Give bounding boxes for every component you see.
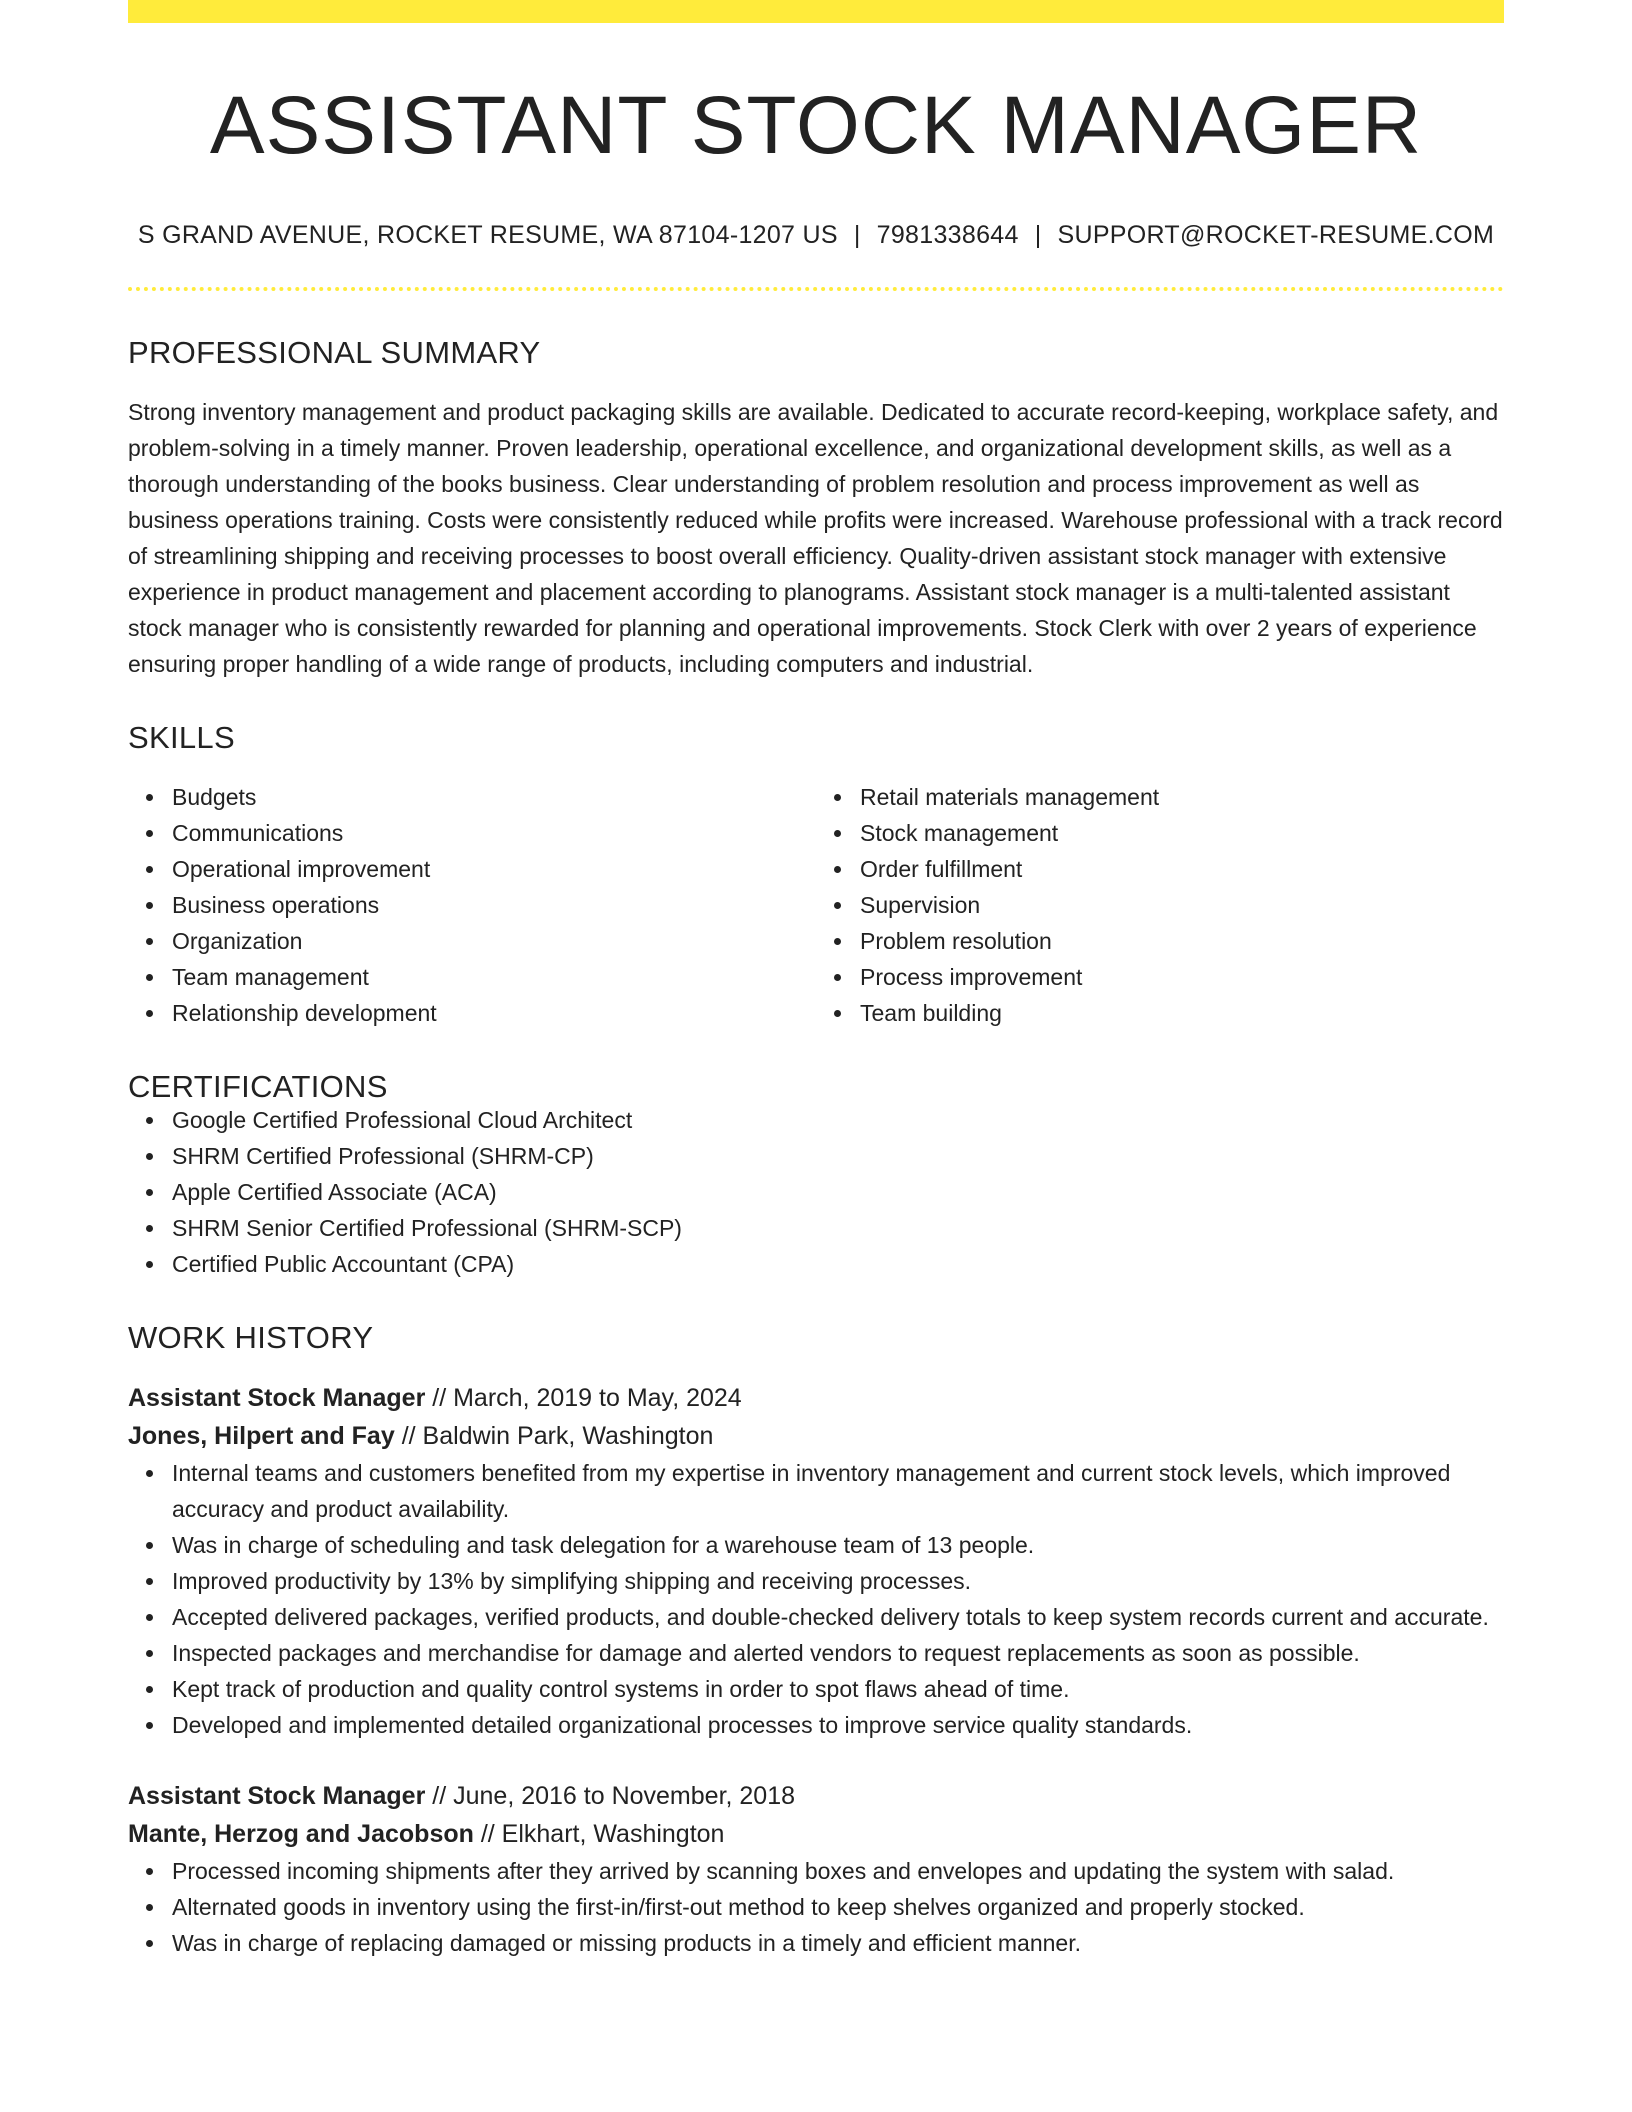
list-item: Business operations — [172, 887, 816, 923]
summary-text: Strong inventory management and product packaging skills are available. Dedicated to accurate record-keeping, workplace safety, and problem-solving in a timely manner. Proven leadership, operational excellence, and organizational development skills, as well as a thorough understanding of the books business. Clear understanding of problem resolution and process improvement as well as business operations training. Costs were consistently reduced while profits were increased. Warehouse professional with a track record of streamlining shipping and receiving processes to boost overall efficiency. Quality-driven assistant stock manager with extensive experience in product management and placement according to planograms. Assistant stock manager is a multi-talented assistant stock manager who is consistently rewarded for planning and operational improvements. Stock Clerk with over 2 years of experience ensuring proper handling of a wide range of products, including computers and industrial. — [128, 399, 1503, 677]
bullet-icon — [834, 866, 841, 873]
job-company-line — [128, 1417, 1504, 1455]
bullet-icon — [146, 1940, 153, 1947]
bullet-icon — [146, 866, 153, 873]
bullet-icon — [146, 1117, 153, 1124]
list-item: Relationship development — [172, 995, 816, 1031]
bullet-icon — [146, 1614, 153, 1621]
list-item: Stock management — [860, 815, 1504, 851]
job-role-line — [128, 1777, 1504, 1815]
job-dates: // March, 2019 to May, 2024 — [425, 1384, 742, 1412]
list-item: Organization — [172, 923, 816, 959]
bullet-icon — [834, 1010, 841, 1017]
bullet-icon — [146, 1722, 153, 1729]
bullet-icon — [146, 794, 153, 801]
bullet-icon — [146, 974, 153, 981]
certifications-heading: CERTIFICATIONS — [128, 1069, 388, 1104]
contact-separator: | — [853, 221, 861, 249]
summary-heading: PROFESSIONAL SUMMARY — [128, 335, 541, 370]
job-bullets — [128, 1455, 1504, 1743]
bullet-icon — [146, 1904, 153, 1911]
work-history-heading: WORK HISTORY — [128, 1320, 374, 1355]
list-item: Internal teams and customers benefited from my expertise in inventory management and current stock levels, which improved accuracy and product availability. — [172, 1455, 1504, 1527]
bullet-icon — [146, 902, 153, 909]
bullet-icon — [146, 1470, 153, 1477]
list-item: Alternated goods in inventory using the first-in/first-out method to keep shelves organized and properly stocked. — [172, 1889, 1504, 1925]
bullet-icon — [146, 938, 153, 945]
bullet-icon — [146, 1153, 153, 1160]
job-company-line — [128, 1815, 1504, 1853]
certifications-list — [128, 1102, 1504, 1282]
list-item: Was in charge of replacing damaged or missing products in a timely and efficient manner. — [172, 1925, 1504, 1961]
bullet-icon — [146, 1542, 153, 1549]
list-item: Improved productivity by 13% by simplifying shipping and receiving processes. — [172, 1563, 1504, 1599]
bullet-icon — [146, 1225, 153, 1232]
list-item: Communications — [172, 815, 816, 851]
resume-title: ASSISTANT STOCK MANAGER — [209, 80, 1423, 171]
list-item: Certified Public Accountant (CPA) — [172, 1246, 1504, 1282]
bullet-icon — [146, 1189, 153, 1196]
job-company: Mante, Herzog and Jacobson — [128, 1820, 474, 1848]
list-item: Team building — [860, 995, 1504, 1031]
skills-columns — [128, 779, 1504, 1031]
contact-line — [128, 223, 1504, 248]
bullet-icon — [834, 974, 841, 981]
list-item: Process improvement — [860, 959, 1504, 995]
job-entry — [128, 1379, 1504, 1743]
list-item: Supervision — [860, 887, 1504, 923]
list-item: Operational improvement — [172, 851, 816, 887]
bullet-icon — [146, 1868, 153, 1875]
bullet-icon — [146, 1650, 153, 1657]
job-role: Assistant Stock Manager — [128, 1384, 426, 1412]
skills-list-right — [816, 779, 1504, 1031]
bullet-icon — [834, 830, 841, 837]
list-item: Processed incoming shipments after they arrived by scanning boxes and envelopes and updating the system with salad. — [172, 1853, 1504, 1889]
job-location: // Elkhart, Washington — [473, 1820, 725, 1848]
list-item: Apple Certified Associate (ACA) — [172, 1174, 1504, 1210]
bullet-icon — [146, 830, 153, 837]
contact-phone: 7981338644 — [876, 221, 1019, 249]
contact-email[interactable]: SUPPORT@ROCKET-RESUME.COM — [1057, 221, 1495, 249]
bullet-icon — [146, 1578, 153, 1585]
contact-separator: | — [1034, 221, 1042, 249]
skills-heading: SKILLS — [128, 720, 235, 755]
bullet-icon — [834, 902, 841, 909]
bullet-icon — [146, 1010, 153, 1017]
list-item: Accepted delivered packages, verified products, and double-checked delivery totals to keep system records current and accurate. — [172, 1599, 1504, 1635]
job-company: Jones, Hilpert and Fay — [128, 1422, 395, 1450]
list-item: Order fulfillment — [860, 851, 1504, 887]
job-location: // Baldwin Park, Washington — [394, 1422, 714, 1450]
accent-top-bar — [128, 0, 1504, 23]
list-item: Problem resolution — [860, 923, 1504, 959]
job-dates: // June, 2016 to November, 2018 — [425, 1782, 796, 1810]
contact-address: S GRAND AVENUE, ROCKET RESUME, WA 87104-1207 US — [137, 221, 838, 249]
resume-page — [128, 0, 1504, 1961]
list-item: Was in charge of scheduling and task delegation for a warehouse team of 13 people. — [172, 1527, 1504, 1563]
job-role: Assistant Stock Manager — [128, 1782, 426, 1810]
job-bullets — [128, 1853, 1504, 1961]
job-entry — [128, 1777, 1504, 1961]
bullet-icon — [146, 1686, 153, 1693]
bullet-icon — [834, 938, 841, 945]
list-item: SHRM Senior Certified Professional (SHRM-SCP) — [172, 1210, 1504, 1246]
list-item: Inspected packages and merchandise for damage and alerted vendors to request replacements as soon as possible. — [172, 1635, 1504, 1671]
list-item: Kept track of production and quality control systems in order to spot flaws ahead of time. — [172, 1671, 1504, 1707]
skills-list-left — [128, 779, 816, 1031]
job-role-line — [128, 1379, 1504, 1417]
list-item: SHRM Certified Professional (SHRM-CP) — [172, 1138, 1504, 1174]
dotted-divider — [128, 287, 1504, 291]
bullet-icon — [834, 794, 841, 801]
list-item: Google Certified Professional Cloud Architect — [172, 1102, 1504, 1138]
bullet-icon — [146, 1261, 153, 1268]
list-item: Budgets — [172, 779, 816, 815]
list-item: Developed and implemented detailed organizational processes to improve service quality standards. — [172, 1707, 1504, 1743]
list-item: Retail materials management — [860, 779, 1504, 815]
list-item: Team management — [172, 959, 816, 995]
